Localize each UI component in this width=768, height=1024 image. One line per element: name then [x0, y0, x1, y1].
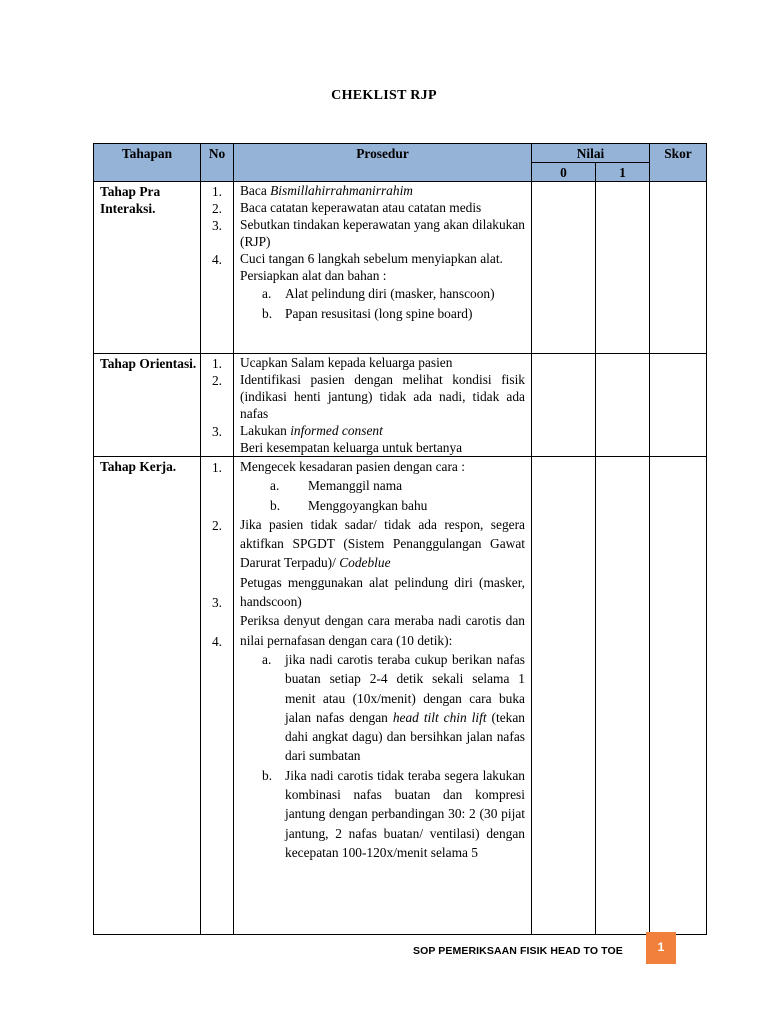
stage-kerja: Tahap Kerja.	[94, 457, 201, 935]
step-orientasi-3: Lakukan informed consent	[240, 423, 383, 438]
numbers-orientasi	[201, 354, 234, 457]
row-pra-interaksi	[94, 182, 707, 354]
sub-item-a: a. Alat pelindung diri (masker, hanscoon)	[262, 286, 495, 301]
step-pra-1: Baca Bismillahirrahmanirrahim	[240, 183, 413, 198]
nilai-0-cell[interactable]	[532, 457, 596, 935]
sub-item-b: b. Papan resusitasi (long spine board)	[262, 306, 473, 321]
step-pra-3: Sebutkan tindakan keperawatan yang akan dilakukan (RJP)	[240, 217, 525, 249]
skor-cell[interactable]	[650, 182, 707, 354]
header-prosedur: Prosedur	[234, 144, 532, 182]
numbers-kerja	[201, 457, 234, 935]
page-number-badge: 1	[646, 932, 676, 964]
procedure-orientasi	[234, 354, 532, 457]
step-orientasi-2: Identifikasi pasien dengan melihat kondisi fisik (indikasi henti jantung) tidak ada nadi, tidak ada nafas	[240, 372, 525, 421]
numbers-pra	[201, 182, 234, 354]
nilai-1-cell[interactable]	[596, 457, 650, 935]
num: 3.	[211, 595, 223, 610]
header-nilai: Nilai	[532, 144, 650, 163]
sub-item-a: a. Memanggil nama	[270, 478, 403, 494]
procedure-kerja	[234, 457, 532, 935]
nilai-1-cell[interactable]	[596, 354, 650, 457]
step-orientasi-4: Beri kesempatan keluarga untuk bertanya	[240, 440, 463, 455]
nilai-0-cell[interactable]	[532, 354, 596, 457]
nilai-0-cell[interactable]	[532, 182, 596, 354]
row-orientasi	[94, 354, 707, 457]
step-pra-2: Baca catatan keperawatan atau catatan medis	[240, 200, 482, 215]
num	[201, 389, 233, 423]
sub-item-a: a. jika nadi carotis teraba cukup berikan nafas buatan setiap 2-4 detik sekali selama 1 menit atau (10x/menit) dengan cara buka jalan nafas dengan head tilt chin lift (tekan dahi angkat dagu) dan bersihkan jalan nafas dari sumbatan	[262, 651, 525, 764]
header-nilai-0: 0	[532, 163, 596, 182]
step-kerja-3: Petugas menggunakan alat pelindung diri (masker, handscoon)	[240, 574, 525, 610]
header-skor: Skor	[650, 144, 707, 182]
num: 1.	[211, 356, 223, 371]
num: 4.	[211, 252, 223, 267]
num: 3.	[211, 218, 223, 233]
step-pra-5: Persiapkan alat dan bahan :	[240, 268, 387, 283]
num: 1.	[211, 184, 223, 199]
num: 3.	[211, 424, 223, 439]
row-kerja	[94, 457, 707, 935]
footer-title: SOP PEMERIKSAAN FISIK HEAD TO TOE	[413, 945, 623, 957]
step-orientasi-1: Ucapkan Salam kepada keluarga pasien	[240, 355, 453, 370]
document-title: CHEKLIST RJP	[331, 88, 437, 103]
skor-cell[interactable]	[650, 354, 707, 457]
num: 1.	[211, 460, 223, 475]
step-pra-4: Cuci tangan 6 langkah sebelum menyiapkan alat.	[240, 251, 503, 266]
sub-item-b: b. Jika nadi carotis tidak teraba segera lakukan kombinasi nafas buatan dan kompresi jantung dengan perbandingan 30: 2 (30 pijat jantung, 2 nafas buatan/ ventilasi) dengan kecepatan 100-120x/menit selama 5	[262, 767, 525, 860]
stage-orientasi: Tahap Orientasi.	[94, 354, 201, 457]
header-tahapan: Tahapan	[94, 144, 201, 182]
nilai-1-cell[interactable]	[596, 182, 650, 354]
procedure-pra	[234, 182, 532, 354]
num: 2.	[211, 518, 223, 533]
header-nilai-1: 1	[596, 163, 650, 182]
header-no: No	[201, 144, 234, 182]
checklist-table	[93, 143, 707, 935]
step-kerja-1: Mengecek kesadaran pasien dengan cara :	[240, 459, 465, 474]
num: 4.	[211, 634, 223, 649]
step-kerja-4: Periksa denyut dengan cara meraba nadi carotis dan nilai pernafasan dengan cara (10 detik):	[240, 613, 525, 648]
header-row	[94, 144, 707, 163]
step-kerja-2: Jika pasien tidak sadar/ tidak ada respon, segera aktifkan SPGDT (Sistem Penanggulangan Gawat Darurat Terpadu)/ Codeblue	[240, 516, 525, 571]
skor-cell[interactable]	[650, 457, 707, 935]
stage-pra-interaksi: Tahap Pra Interaksi.	[94, 182, 201, 354]
num: 2.	[211, 201, 223, 216]
num: 2.	[211, 373, 223, 388]
sub-item-b: b. Menggoyangkan bahu	[270, 497, 428, 513]
